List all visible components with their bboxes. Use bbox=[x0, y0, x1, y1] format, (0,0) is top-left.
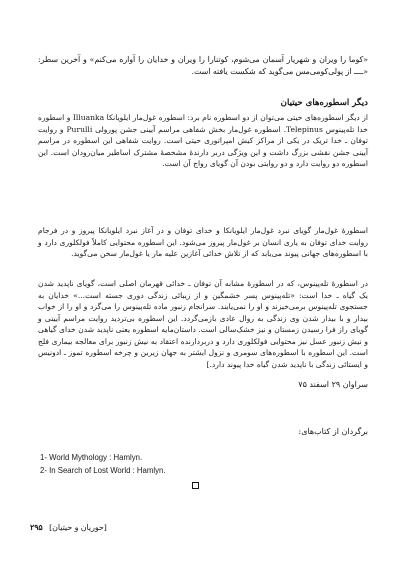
paragraph-illuyanka-myth: اسطورهٔ غول‌مار گویای نبرد غول‌مار ایلویانکا و خدای توفان و در آغاز نبرد ایلویانکا پیروز و در فرجام روایت خدای توفان به یاری انسان بر غول‌مار پیروز می‌شود. این اسطوره محتوایی کاملاً فولکلوری دارد و با اسطوره‌های جهانی پیوند می‌یابد که از تلاش خدائی آغازین علیه مار یا غول‌مار سخن می‌گوید. bbox=[38, 226, 368, 258]
page-footer bbox=[30, 522, 360, 533]
source-book-item: 1- World Mythology : Hamlyn. bbox=[40, 453, 143, 462]
end-of-section-square-icon bbox=[192, 482, 199, 489]
page-number: ۲۹۵ bbox=[30, 523, 43, 532]
closing-quote-paragraph: «کوما را ویران و شهریار آسمان می‌شوم، کوتنارا را ویران و خدایان را آواره می‌کنم» و آخرین سطر: «ــــ از پولی‌کومی‌مس می‌گوید که شکست یافته است. bbox=[38, 55, 368, 76]
paragraph-illuyanka-intro: از دیگر اسطوره‌های حیتی می‌توان از دو اسطوره نام برد: اسطوره غول‌مار ایلویانکا Illuanka و اسطوره خدا تله‌پینوس Telepinus. اسطوره غول‌مار بخش شفاهی مراسم آیینی جشن پورولی Purulli و روایت توفان ـ خدا تریک در یکی از مراکز کیش امپراتوری حیتی است. روایت شفاهی این اسطوره در مراسم آیینی جشن نقشی بزرگ داشت و این ویژگی دربر دارندهٔ مشخصهٔ مشترک اساطیر میان‌رودان است. این اسطوره دو روایت دارد و دو روایتی بودن آن گویای رواج آن است. bbox=[38, 113, 369, 168]
source-books-list bbox=[40, 451, 360, 477]
date-signature: سراوان ۲۹ اسفند ۷۵ bbox=[298, 380, 368, 389]
section-heading: دیگر اسطوره‌های حیتیان bbox=[280, 98, 368, 108]
translations-label: برگردان از کتاب‌های: bbox=[298, 427, 368, 436]
source-book-item: 2- In Search of Lost World : Hamlyn. bbox=[40, 466, 166, 475]
running-head: [حوریان و حیتیان] bbox=[49, 523, 107, 532]
paragraph-telepinus-myth: در اسطورهٔ تله‌پینوس، که در اسطورهٔ مشابه آن توفان ـ خدائی قهرمان اصلی است، گویای ناپدید شدن یک گیاه ـ خدا است: «تله‌پینوس پسر خشمگین و از زیبائی زندگی دوری جسته است...» خدایان به جستجوی تله‌پینوس برمی‌خیزند و او را نمی‌یابند. سرانجام زنبور ماده تله‌پینوس را می‌گزد و او را از خواب بیدار و با بیدار شدن وی زندگی به روال عادی بازمی‌گردد. این اسطوره بی‌تردید روایت مراسم آیینی و گویای راز فرا رسیدن زمستان و نیز خشک‌سالی است. داستان‌مایه اسطوره یعنی ناپدید شدن خدای گیاهی و نیش زنبور عسل نیز محتوایی فولکلوری دارد و دربردارنده اعتقاد به نیش زنبور برای معالجه بیماری فلج است. این اسطوره با اسطوره‌های سومری و نزول ایشتر به جهان زیرین و چرخه اسطوره تموز ـ ادونیس و ایستائی زندگی با ناپدید شدن گیاه خدا پیوند دارد.] bbox=[38, 279, 368, 369]
